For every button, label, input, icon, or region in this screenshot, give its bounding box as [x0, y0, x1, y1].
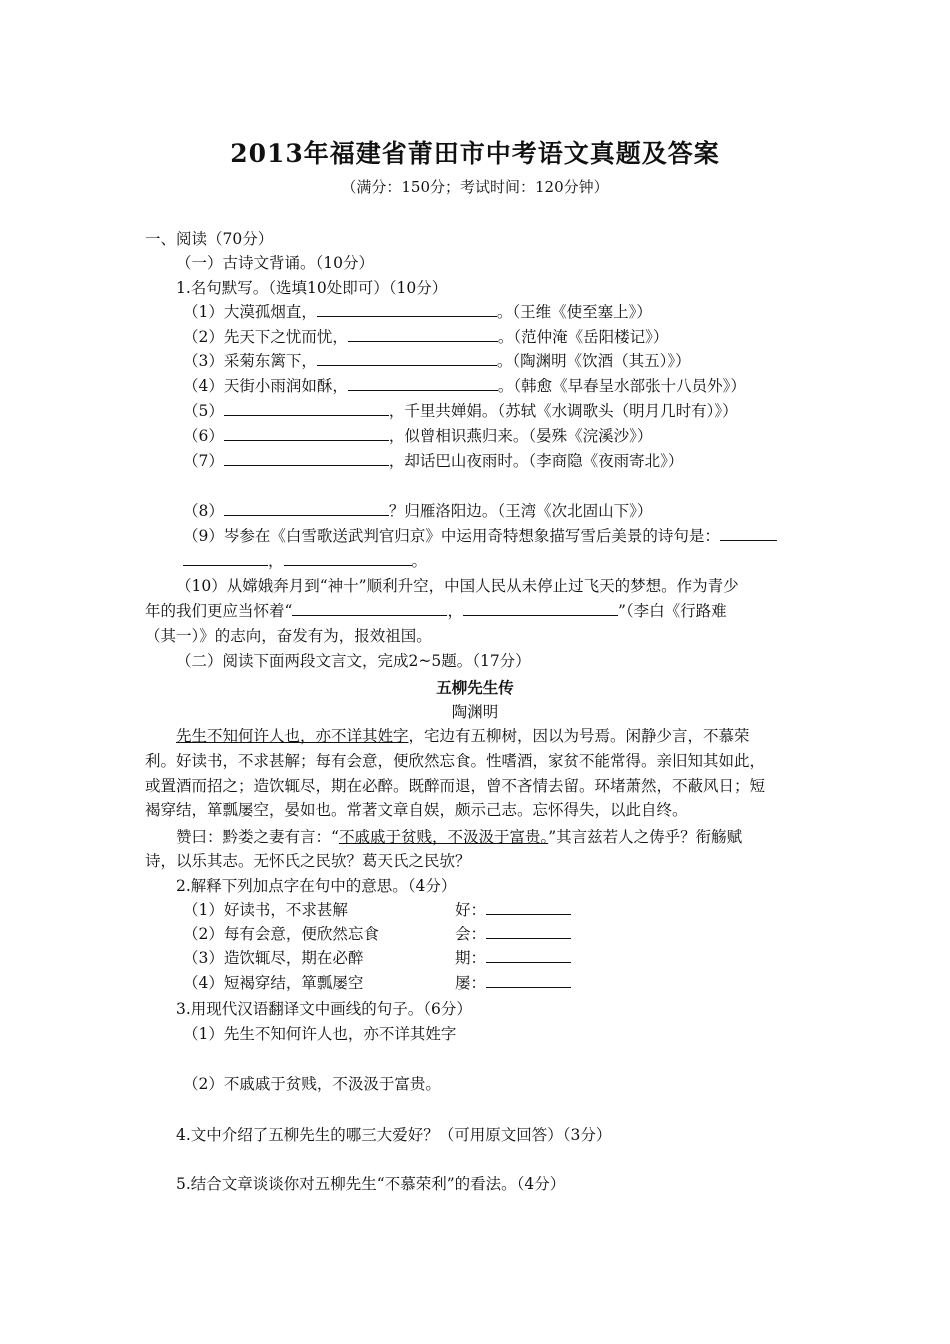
answer-blank[interactable] — [720, 526, 777, 541]
q2-row-1-answer: 好： — [455, 899, 571, 921]
answer-blank[interactable] — [224, 451, 389, 466]
answer-blank[interactable] — [317, 351, 497, 366]
q1-item-8: （8） ？归雁洛阳边。（王湾《次北固山下》） — [183, 502, 653, 520]
q1-item-6: （6） ，似曾相识燕归来。（晏殊《浣溪沙》） — [183, 427, 653, 445]
answer-blank[interactable] — [486, 948, 571, 963]
q1-item-3: （3）采菊东篱下， 。（陶渊明《饮酒（其五）》） — [183, 352, 691, 370]
q3-sentence-1: （1）先生不知何许人也，亦不详其姓字 — [183, 1025, 457, 1043]
question-1-heading: 1.名句默写。（选填10处即可）（10分） — [176, 279, 448, 297]
q1-item-9-cont: ， 。 — [183, 550, 427, 572]
subsection-heading: （一）古诗文背诵。（10分） — [176, 254, 374, 272]
q1-item-5: （5） ，千里共婵娟。（苏轼《水调歌头（明月几时有）》） — [183, 402, 738, 420]
passage-line: 或置酒而招之；造饮辄尽，期在必醉。既醉而退，曾不吝情去留。环堵萧然，不蔽风日；短 — [145, 777, 766, 795]
section-heading: 一、阅读（70分） — [145, 230, 274, 248]
q2-row-2-answer: 会： — [455, 923, 571, 945]
answer-blank[interactable] — [224, 426, 389, 441]
answer-blank[interactable] — [183, 551, 268, 566]
page-title: 2013年福建省莆田市中考语文真题及答案 — [230, 139, 720, 168]
q2-row-3: （3）造饮辄尽，期在必醉 — [183, 949, 364, 967]
question-3-heading: 3.用现代汉语翻译文中画线的句子。（6分） — [176, 1000, 472, 1018]
answer-blank[interactable] — [284, 551, 412, 566]
q2-row-1: （1）好读书，不求甚解 — [183, 901, 348, 919]
page-subtitle: （满分：150分；考试时间：120分钟） — [341, 178, 609, 196]
q2-row-2: （2）每有会意，便欣然忘食 — [183, 925, 379, 943]
answer-blank[interactable] — [224, 401, 389, 416]
passage-line: 诗，以乐其志。无怀氏之民欤？葛天氏之民欤？ — [145, 852, 471, 870]
answer-blank[interactable] — [317, 302, 497, 317]
q2-row-4: （4）短褐穿结，箪瓢屡空 — [183, 974, 364, 992]
passage-line: 褐穿结，箪瓢屡空，晏如也。常著文章自娱，颇示己志。忘怀得失，以此自终。 — [145, 801, 688, 819]
q3-sentence-2: （2）不戚戚于贫贱，不汲汲于富贵。 — [183, 1075, 441, 1093]
answer-blank[interactable] — [292, 601, 447, 616]
passage-line: 先生不知何许人也，亦不详其姓字，宅边有五柳树，因以为号焉。闲静少言，不慕荣 — [176, 727, 750, 745]
answer-blank[interactable] — [348, 376, 498, 391]
q2-row-3-answer: 期： — [455, 947, 571, 969]
q1-item-7: （7） ，却话巴山夜雨时。（李商隐《夜雨寄北》） — [183, 452, 684, 470]
q1-item-4: （4）天街小雨润如酥， 。（韩愈《早春呈水部张十八员外》） — [183, 377, 746, 395]
underlined-sentence: 不戚戚于贫贱，不汲汲于富贵。 — [338, 828, 549, 846]
question-2-heading: 2.解释下列加点字在句中的意思。（4分） — [176, 877, 457, 895]
answer-blank[interactable] — [348, 327, 498, 342]
passage-line: 利。好读书，不求甚解；每有会意，便欣然忘食。性嗜酒，家贫不能常得。亲旧知其如此， — [145, 752, 766, 770]
answer-blank[interactable] — [224, 501, 389, 516]
subsection-heading: （二）阅读下面两段文言文，完成2~5题。（17分） — [176, 652, 531, 670]
question-4: 4.文中介绍了五柳先生的哪三大爱好？（可用原文回答）（3分） — [176, 1126, 612, 1144]
underlined-sentence: 先生不知何许人也，亦不详其姓字 — [176, 727, 409, 745]
answer-blank[interactable] — [463, 601, 618, 616]
passage-title: 五柳先生传 — [436, 678, 514, 697]
q1-item-9: （9）岑参在《白雪歌送武判官归京》中运用奇特想象描写雪后美景的诗句是： — [183, 525, 777, 547]
answer-blank[interactable] — [486, 924, 571, 939]
answer-blank[interactable] — [486, 900, 571, 915]
q1-item-2: （2）先天下之忧而忧， 。（范仲淹《岳阳楼记》） — [183, 328, 669, 346]
question-5: 5.结合文章谈谈你对五柳先生“不慕荣利”的看法。（4分） — [176, 1175, 566, 1193]
passage-line: 赞曰：黔娄之妻有言：“不戚戚于贫贱，不汲汲于富贵。”其言兹若人之俦乎？衔觞赋 — [176, 828, 743, 846]
q2-row-4-answer: 屡： — [455, 972, 571, 994]
passage-author: 陶渊明 — [451, 703, 499, 721]
q1-item-1: （1）大漠孤烟直， 。（王维《使至塞上》） — [183, 303, 652, 321]
q1-item-10: （10）从嫦娥奔月到“神十”顺利升空，中国人民从未停止过飞天的梦想。作为青少 — [176, 577, 739, 595]
answer-blank[interactable] — [486, 973, 571, 988]
q1-item-10-end: （其一）》的志向，奋发有为，报效祖国。 — [145, 627, 432, 645]
q1-item-10-cont: 年的我们更应当怀着“ ， ”（李白《行路难 — [145, 602, 727, 620]
